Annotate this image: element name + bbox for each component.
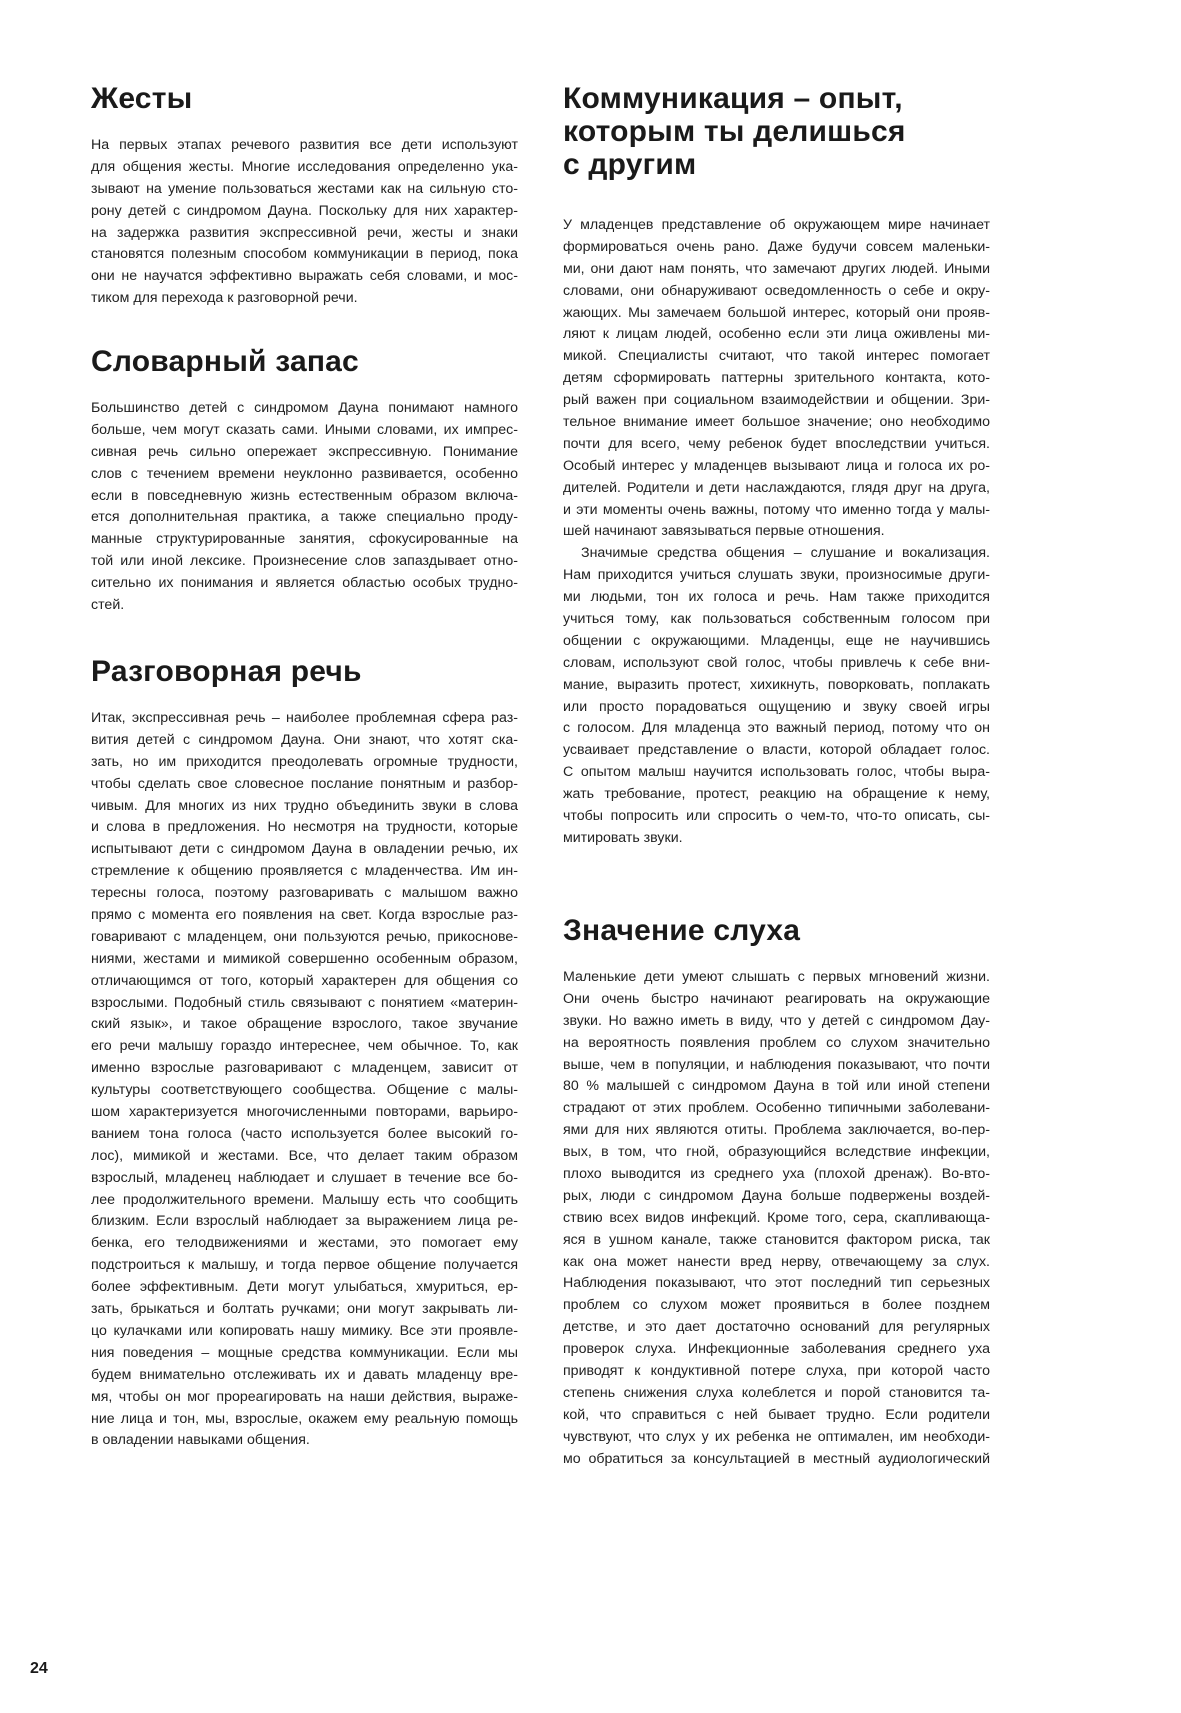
text-line: звуки. Но важно иметь в виду, что у детей с синдромом Дау-: [563, 1012, 990, 1029]
paragraph: [563, 543, 990, 849]
text-line: они не научатся эффективно выражать себя словами, и мос-: [91, 268, 518, 285]
text-line: с голосом. Для младенца это важный период, потому что он: [563, 720, 990, 737]
paragraph: [563, 215, 990, 543]
text-line: ния поведения – мощные средства коммуникации. Если мы: [91, 1344, 518, 1361]
text-line: ляют к лицам людей, особенно если эти лица оживлены ми-: [563, 326, 990, 343]
text-line: если в повседневную жизнь естественным образом включа-: [91, 487, 518, 504]
text-line: Нам приходится учиться слушать звуки, произносимые други-: [563, 567, 990, 584]
text-line: взрослыми. Подобный стиль связывают с понятием «материн-: [91, 994, 518, 1011]
text-line: яся в ушном канале, также становится фактором риска, так: [563, 1231, 990, 1248]
text-line: словами, они обнаруживают осведомленность о себе и окру-: [563, 282, 990, 299]
text-line: и эти моменты очень важны, потому что именно тогда у малы-: [563, 501, 990, 518]
text-line: дителей. Родители и дети наслаждаются, глядя друг на друга,: [563, 479, 990, 496]
text-line: рону детей с синдромом Дауна. Поскольку для них характер-: [91, 202, 518, 219]
text-line: На первых этапах речевого развития все дети используют: [91, 137, 518, 153]
section-hearing: [563, 914, 990, 1470]
text-line: почти для всего, чему ребенок будет впоследствии учиться.: [563, 435, 990, 452]
text-line: сивная речь сильно опережает экспрессивную. Понимание: [91, 443, 518, 460]
section-heading: Разговорная речь: [91, 655, 362, 688]
text-line: ванием тона голоса (часто используется более высокий го-: [91, 1125, 518, 1142]
text-line: чтобы сделать свое словесное послание понятным и разбор-: [91, 775, 518, 792]
text-line: плохо выводится из среднего уха (плохой дренаж). Во-вто-: [563, 1166, 990, 1183]
heading-line: с другим: [563, 148, 697, 181]
text-line: словам, используют свой голос, чтобы привлечь к себе вни-: [563, 654, 990, 671]
text-line: слов с течением времени неуклонно развивается, особенно: [91, 465, 518, 482]
text-line: приводят к кондуктивной потере слуха, при которой часто: [563, 1363, 990, 1380]
text-line: ями для них являются отиты. Проблема заключается, во-пер-: [563, 1122, 990, 1139]
text-line: зать, брыкаться и болтать ручками; они могут закрывать ли-: [91, 1301, 518, 1318]
text-line: Особый интерес у младенцев вызывают лица и голоса их ро-: [563, 457, 990, 474]
text-line: формироваться очень рано. Даже будучи совсем маленьки-: [563, 238, 990, 255]
text-line: степень снижения слуха колеблется и порой становится та-: [563, 1384, 990, 1401]
section-heading: Жесты: [91, 82, 193, 115]
text-line: чтобы попросить или спросить о чем-то, что-то описать, сы-: [563, 808, 990, 825]
text-line: будем внимательно отслеживать их и давать младенцу вре-: [91, 1366, 518, 1383]
paragraph: [91, 135, 518, 310]
page-number: 24: [30, 1660, 48, 1677]
text-line: тиком для перехода к разговорной речи.: [91, 290, 358, 307]
text-line: рых, люди с синдромом Дауна больше подвержены воздей-: [563, 1187, 990, 1204]
text-line: шей начинают завязываться первые отношения.: [563, 523, 885, 540]
text-line: близким. Если взрослый наблюдает за выражением лица ре-: [91, 1213, 518, 1230]
text-line: отличающимся от того, который характерен для общения со: [91, 972, 518, 989]
text-line: говаривают с младенцем, они пользуются речью, прикоснове-: [91, 928, 518, 945]
text-line: вития детей с синдромом Дауна. Они знают, что хотят ска-: [91, 731, 518, 748]
text-line: культуры соответствующего сообщества. Общение с малы-: [91, 1082, 518, 1099]
text-line: Они очень быстро начинают реагировать на окружающие: [563, 990, 990, 1007]
text-line: общении с окружающими. Младенцы, еще не научившись: [563, 632, 990, 649]
text-line: Значимые средства общения – слушание и вокализация.: [581, 545, 990, 562]
text-line: становятся полезным способом коммуникации в период, пока: [91, 246, 518, 263]
text-line: выше, чем в популяции, и наблюдения показывают, что почти: [563, 1056, 990, 1073]
text-line: кой, что справиться с ней бывает трудно. Если родители: [563, 1406, 990, 1423]
text-line: 80 % малышей с синдромом Дауна в той или иной степени: [563, 1078, 990, 1095]
text-line: мя, чтобы он мог прореагировать на наши действия, выраже-: [91, 1388, 518, 1405]
text-line: детям сформировать паттерны зрительного контакта, кото-: [563, 370, 990, 387]
text-line: ется дополнительная практика, а также специально проду-: [91, 509, 518, 526]
section-gestures: [91, 82, 518, 310]
heading-line: Коммуникация – опыт,: [563, 82, 903, 115]
text-line: жающих. Мы замечаем большой интерес, который они прояв-: [563, 304, 990, 321]
text-line: чивым. Для многих из них трудно объединить звуки в слова: [91, 797, 518, 814]
text-line: зать, но им приходится преодолевать огромные трудности,: [91, 753, 518, 770]
text-line: С опытом малыш научится использовать голос, чтобы выра-: [563, 764, 990, 781]
text-line: лос), мимикой и жестами. Все, что делает таким образом: [91, 1147, 518, 1164]
text-line: рый важен при социальном взаимодействии и общении. Зри-: [563, 392, 990, 409]
text-line: именно взрослые разговаривают с младенцем, зависит от: [91, 1060, 518, 1077]
text-line: и слова в предложения. Но несмотря на трудности, которые: [91, 819, 518, 836]
text-line: детстве, и это дает достаточно оснований для регулярных: [563, 1319, 990, 1336]
text-line: манные структурированные занятия, сфокусированные на: [91, 531, 518, 548]
section-spoken-language: [91, 655, 518, 1452]
text-line: его речи малышу гораздо интереснее, чем обычное. То, как: [91, 1038, 518, 1055]
section-heading: [563, 82, 990, 181]
text-line: тересны голоса, поэтому разговаривать с малышом важно: [91, 885, 518, 902]
text-line: цо кулачками или копировать нашу мимику. Все эти проявле-: [91, 1322, 518, 1339]
text-line: тельное внимание имеет большое значение; оно необходимо: [563, 414, 990, 431]
text-line: как она может нанести вред нерву, отвечающему за слух.: [563, 1253, 990, 1270]
text-line: прямо с момента его появления на свет. Когда взрослые раз-: [91, 907, 518, 924]
text-line: подстроиться к малышу, и тогда первое общение получается: [91, 1257, 518, 1274]
text-line: на задержка развития экспрессивной речи, жесты и знаки: [91, 224, 518, 241]
text-line: мание, выразить протест, хихикнуть, поворковать, поплакать: [563, 676, 990, 693]
text-line: жать требование, протест, реакцию на обращение к нему,: [563, 786, 990, 803]
text-line: больше, чем могут сказать сами. Иными словами, их импрес-: [91, 421, 518, 438]
text-line: ми людьми, тон их голоса и речь. Нам также приходится: [563, 589, 990, 606]
text-line: У младенцев представление об окружающем мире начинает: [563, 217, 990, 233]
text-line: ский язык», и такое обращение взрослого, такое звучание: [91, 1016, 518, 1033]
text-line: ние лица и тон, мы, взрослые, окажем ему реальную помощь: [91, 1410, 518, 1427]
text-line: мо обратиться за консультацией в местный аудиологический: [563, 1450, 990, 1467]
text-line: зывают на умение пользоваться жестами как на сильную сто-: [91, 180, 518, 197]
text-line: или просто порадоваться ощущению и звуку своей игры: [563, 698, 990, 715]
text-line: стей.: [91, 597, 125, 614]
text-line: ми, они дают нам понять, что замечают других людей. Иными: [563, 260, 990, 277]
text-line: страдают от этих проблем. Особенно типичными заболевани-: [563, 1100, 990, 1117]
text-line: лее продолжительного времени. Малышу есть что сообщить: [91, 1191, 518, 1208]
text-line: ствию всех видов инфекций. Кроме того, сера, скапливающа-: [563, 1209, 990, 1226]
text-line: шом характеризуется многочисленными повторами, варьиро-: [91, 1104, 518, 1121]
text-line: Итак, экспрессивная речь – наиболее проблемная сфера раз-: [91, 710, 518, 726]
text-line: проблем со слухом может проявиться в более позднем: [563, 1297, 990, 1314]
text-line: стремление к общению проявляется с младенчества. Им ин-: [91, 863, 518, 880]
paragraph: [91, 708, 518, 1452]
paragraph: [91, 398, 518, 617]
text-line: для общения жесты. Многие исследования определенно ука-: [91, 158, 518, 175]
text-line: на вероятность появления проблем со слухом значительно: [563, 1034, 990, 1051]
text-line: Маленькие дети умеют слышать с первых мгновений жизни.: [563, 969, 990, 985]
text-line: усваивает представление о власти, которой обладает голос.: [563, 742, 990, 759]
text-line: чувствуют, что слух у их ребенка не оптимален, им необходи-: [563, 1428, 990, 1445]
paragraph: [563, 967, 990, 1470]
text-line: митировать звуки.: [563, 829, 683, 846]
section-heading: Значение слуха: [563, 914, 801, 947]
text-line: проверок слуха. Инфекционные заболевания среднего уха: [563, 1341, 990, 1358]
section-vocabulary: [91, 345, 518, 617]
text-line: сительно их понимания и является областью особых трудно-: [91, 575, 518, 592]
text-line: Наблюдения показывают, что этот последний тип серьезных: [563, 1275, 990, 1292]
section-heading: Словарный запас: [91, 345, 359, 378]
text-line: в овладении навыками общения.: [91, 1432, 310, 1449]
text-line: той или иной лексике. Произнесение слов запаздывает отно-: [91, 553, 518, 570]
section-communication: [563, 82, 990, 850]
text-line: вых, в том, что гной, образующийся вследствие инфекции,: [563, 1144, 990, 1161]
text-line: более эффективным. Дети могут улыбаться, хмуриться, ер-: [91, 1279, 518, 1296]
text-line: испытывают дети с синдромом Дауна в овладении речью, их: [91, 841, 518, 858]
text-line: Большинство детей с синдромом Дауна понимают намного: [91, 400, 518, 416]
text-line: взрослый, младенец наблюдает и слушает в течение все бо-: [91, 1169, 518, 1186]
heading-line: которым ты делишься: [563, 115, 906, 148]
text-line: бенка, его телодвижениями и жестами, это помогает ему: [91, 1235, 518, 1252]
text-line: микой. Специалисты считают, что такой интерес помогает: [563, 348, 990, 365]
text-line: ниями, жестами и мимикой совершенно особенным образом,: [91, 950, 518, 967]
text-line: учиться тому, как пользоваться собственным голосом при: [563, 611, 990, 628]
